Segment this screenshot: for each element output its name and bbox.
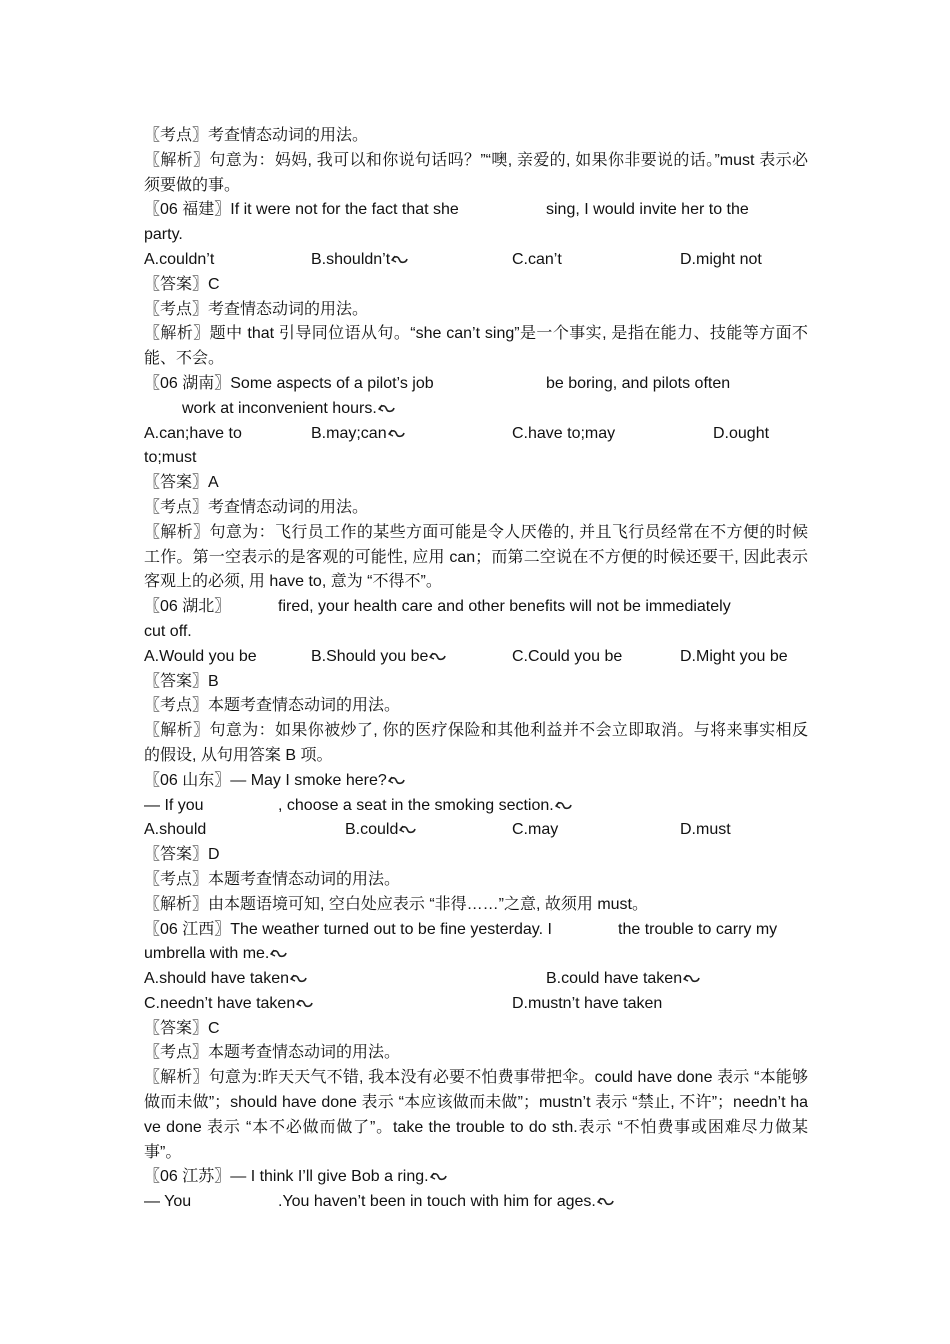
jiexi-paragraph: 〖解析〗题中 that 引导同位语从句。“she can’t sing”是一个事实, 是指在能力、技能等方面不能、不会。 (144, 325, 808, 368)
stem-text: 〖06 福建〗If it were not for the fact that she (144, 201, 459, 219)
option-b: B.shouldn’t (311, 248, 409, 273)
question-stem (144, 198, 808, 223)
question-stem (144, 372, 808, 397)
kaodian-line: 〖考点〗本题考查情态动词的用法。 (144, 870, 401, 888)
stem-text: — If you (144, 796, 204, 814)
kaodian-line: 〖考点〗考查情态动词的用法。 (144, 498, 369, 516)
option-d: D.might not (680, 250, 762, 268)
line-break-arrow-icon (290, 972, 308, 984)
line-break-arrow-icon (388, 774, 406, 786)
stem-continuation: work at inconvenient hours. (144, 397, 808, 422)
answer-line: 〖答案〗C (144, 1019, 220, 1037)
question-stem (144, 595, 808, 620)
option-b: B.could have taken (546, 967, 701, 992)
answer-line: 〖答案〗C (144, 275, 220, 293)
question-stem (144, 1190, 808, 1215)
option-c: C.Could you be (512, 647, 623, 665)
jiexi-paragraph: 〖解析〗句意为：妈妈, 我可以和你说句话吗？”“噢, 亲爱的, 如果你非要说的话。”must 表示必须要做的事。 (144, 151, 808, 194)
line-break-arrow-icon (430, 1170, 448, 1182)
option-c: C.can’t (512, 250, 562, 268)
kaodian-line: 〖考点〗考查情态动词的用法。 (144, 300, 369, 318)
question-stem: 〖06 山东〗— May I smoke here? (144, 769, 808, 794)
stem-text: the trouble to carry my (618, 920, 778, 938)
option-a: A.should have taken (144, 967, 308, 992)
stem-text: be boring, and pilots often (546, 374, 731, 392)
option-b: B.Should you be (311, 645, 447, 670)
kaodian-line: 〖考点〗考查情态动词的用法。 (144, 127, 369, 144)
stem-continuation: party. (144, 226, 183, 244)
stem-text: — You (144, 1193, 192, 1211)
jiexi-line: 〖解析〗由本题语境可知, 空白处应表示 “非得……”之意, 故须用 must。 (144, 895, 649, 913)
stem-continuation: umbrella with me. (144, 942, 808, 967)
line-break-arrow-icon (683, 972, 701, 984)
question-stem: 〖06 江苏〗— I think I’ll give Bob a ring. (144, 1165, 808, 1190)
answer-line: 〖答案〗A (144, 474, 219, 492)
stem-text: 〖06 湖南〗Some aspects of a pilot’s job (144, 374, 434, 392)
option-c: C.have to;may (512, 424, 616, 442)
jiexi-paragraph: 〖解析〗句意为:昨天天气不错, 我本没有必要不怕费事带把伞。could have done 表示 “本能够做而未做”；should have done 表示 “本应该做而未做”；mustn’t 表示 “禁止, 不许”；needn’t have done 表示 “本不必做而做了”。take the trouble to do sth.表示 “不怕费事或困难尽力做某事”。 (144, 1069, 808, 1161)
options-row (144, 992, 808, 1017)
stem-text: fired, your health care and other benefits will not be immediately (278, 598, 731, 616)
jiexi-paragraph: 〖解析〗句意为：飞行员工作的某些方面可能是令人厌倦的, 并且飞行员经常在不方便的时候工作。第一空表示的是客观的可能性, 应用 can；而第二空说在不方便的时候还要干, 因此表示客观上的必须, 用 have to, 意为 “不得不”。 (144, 523, 808, 591)
answer-line: 〖答案〗B (144, 672, 219, 690)
stem-continuation: cut off. (144, 622, 192, 640)
option-d: D.ought (713, 424, 770, 442)
option-b: B.may;can (311, 422, 406, 447)
options-row (144, 422, 808, 447)
options-row (144, 967, 808, 992)
jiexi-paragraph: 〖解析〗句意为：如果你被炒了, 你的医疗保险和其他利益并不会立即取消。与将来事实相反的假设, 从句用答案 B 项。 (144, 722, 808, 764)
line-break-arrow-icon (555, 799, 573, 811)
stem-text: sing, I would invite her to the (546, 201, 749, 219)
option-a: A.Would you be (144, 647, 257, 665)
document-body (144, 124, 808, 1215)
option-d-continuation: to;must (144, 449, 197, 467)
option-c: C.needn’t have taken (144, 992, 314, 1017)
line-break-arrow-icon (270, 947, 288, 959)
kaodian-line: 〖考点〗本题考查情态动词的用法。 (144, 697, 401, 715)
question-stem (144, 918, 808, 943)
option-d: D.Might you be (680, 647, 788, 665)
line-break-arrow-icon (296, 997, 314, 1009)
option-b: B.could (345, 818, 417, 843)
option-c: C.may (512, 821, 559, 839)
stem-text: 〖06 湖北〗 (144, 598, 231, 616)
stem-text: 〖06 江西〗The weather turned out to be fine yesterday. I (144, 920, 552, 938)
options-row (144, 818, 808, 843)
options-row (144, 645, 808, 670)
line-break-arrow-icon (399, 823, 417, 835)
option-a: A.should (144, 821, 207, 839)
option-d: D.mustn’t have taken (512, 994, 663, 1012)
stem-text: , choose a seat in the smoking section. (278, 794, 573, 819)
line-break-arrow-icon (429, 650, 447, 662)
line-break-arrow-icon (388, 427, 406, 439)
option-a: A.couldn’t (144, 250, 215, 268)
question-stem (144, 794, 808, 819)
line-break-arrow-icon (378, 402, 396, 414)
option-d: D.must (680, 821, 731, 839)
kaodian-line: 〖考点〗本题考查情态动词的用法。 (144, 1044, 401, 1062)
answer-line: 〖答案〗D (144, 846, 220, 864)
options-row (144, 248, 808, 273)
line-break-arrow-icon (597, 1195, 615, 1207)
option-a: A.can;have to (144, 424, 242, 442)
line-break-arrow-icon (391, 253, 409, 265)
stem-text: .You haven’t been in touch with him for ages. (278, 1190, 615, 1215)
